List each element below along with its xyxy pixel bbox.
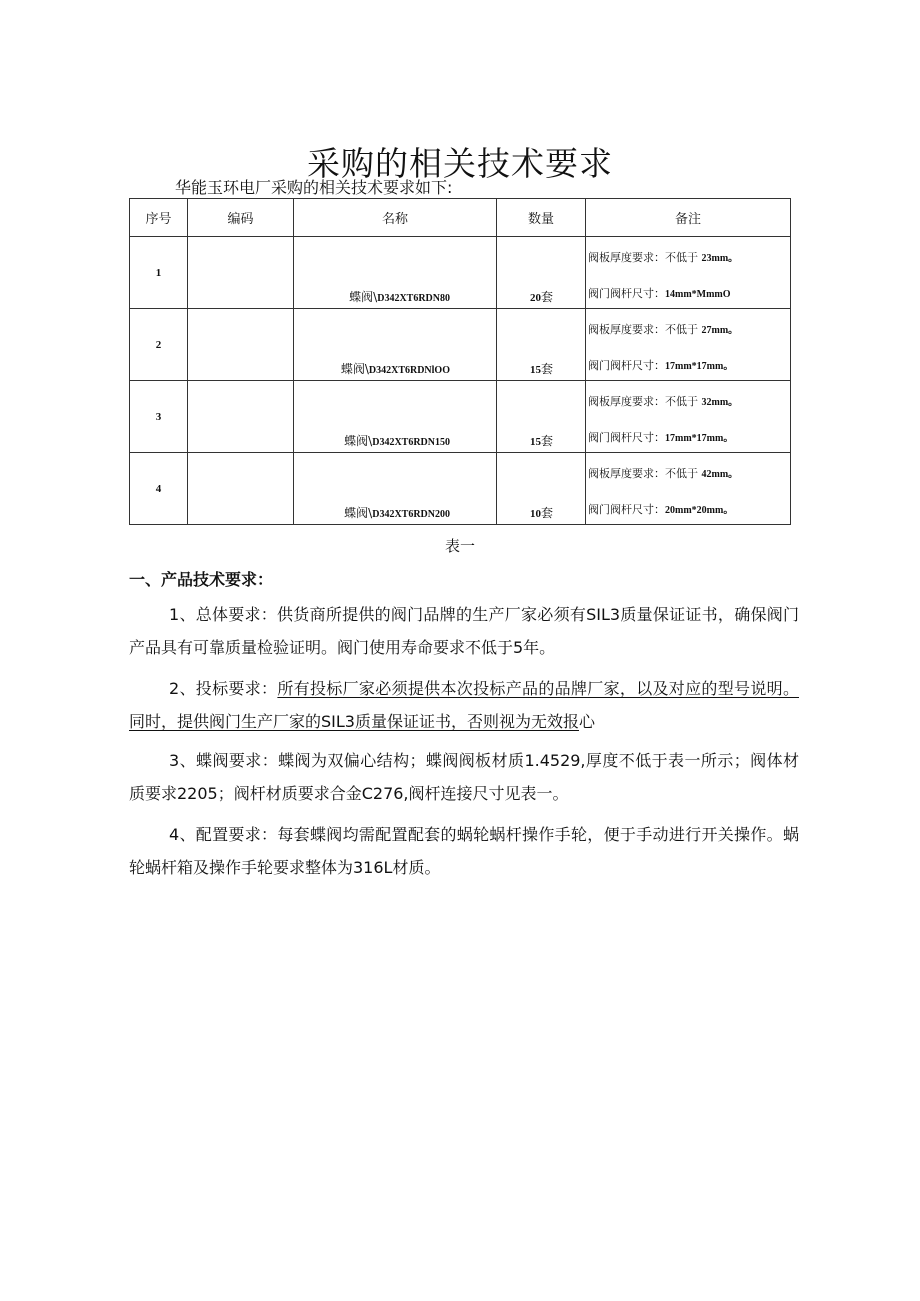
header-no: 序号 bbox=[130, 199, 188, 237]
table-row bbox=[130, 381, 791, 453]
name-model: D342XT6RDN200 bbox=[372, 509, 450, 520]
table-row bbox=[130, 453, 791, 525]
note-stem-value: 14mm*MmmO bbox=[665, 289, 731, 300]
row-no: 4 bbox=[130, 453, 188, 525]
note-stem-value: 17mm*17mm。 bbox=[665, 361, 734, 372]
note-stem-label: 阀门阀杆尺寸： bbox=[588, 287, 665, 300]
note-thickness-value: 42mm。 bbox=[701, 469, 739, 480]
note-thickness-label: 阀板厚度要求：不低于 bbox=[588, 395, 698, 408]
row-no: 2 bbox=[130, 309, 188, 381]
note-stem-value: 17mm*17mm。 bbox=[665, 433, 734, 444]
requirements-table bbox=[129, 198, 791, 525]
row-no: 1 bbox=[130, 237, 188, 309]
paragraph-configuration-requirements: 4、配置要求：每套蝶阀均需配置配套的蜗轮蜗杆操作手轮，便于手动进行开关操作。蜗轮蜗杆箱及操作手轮要求整体为316L材质。 bbox=[129, 825, 799, 877]
qty-number: 10 bbox=[529, 508, 541, 520]
note-thickness-label: 阀板厚度要求：不低于 bbox=[588, 251, 698, 264]
note-thickness-label: 阀板厚度要求：不低于 bbox=[588, 467, 698, 480]
paragraph-bidding-requirements bbox=[129, 672, 799, 738]
row-qty bbox=[497, 309, 586, 381]
row-name bbox=[294, 309, 497, 381]
note-stem-label: 阀门阀杆尺寸： bbox=[588, 503, 665, 516]
note-stem-label: 阀门阀杆尺寸： bbox=[588, 431, 665, 444]
name-cn: 蝶阀\ bbox=[344, 506, 373, 520]
row-note bbox=[586, 309, 791, 381]
row-code bbox=[188, 453, 294, 525]
row-no: 3 bbox=[130, 381, 188, 453]
paragraph-valve-requirements: 3、蝶阀要求：蝶阀为双偏心结构；蝶阀阀板材质1.4529,厚度不低于表一所示；阀体材质要求2205；阀杆材质要求合金C276,阀杆连接尺寸见表一。 bbox=[129, 751, 799, 803]
name-cn: 蝶阀\ bbox=[344, 434, 373, 448]
table-row bbox=[130, 309, 791, 381]
row-name bbox=[294, 453, 497, 525]
row-note bbox=[586, 453, 791, 525]
row-name bbox=[294, 237, 497, 309]
note-stem-label: 阀门阀杆尺寸： bbox=[588, 359, 665, 372]
row-qty bbox=[497, 237, 586, 309]
name-model: D342XT6RDN80 bbox=[377, 293, 450, 304]
qty-number: 15 bbox=[529, 436, 541, 448]
row-code bbox=[188, 237, 294, 309]
header-note: 备注 bbox=[586, 199, 791, 237]
note-thickness-value: 27mm。 bbox=[701, 325, 739, 336]
table-row bbox=[130, 237, 791, 309]
row-name bbox=[294, 381, 497, 453]
header-qty: 数量 bbox=[497, 199, 586, 237]
header-name: 名称 bbox=[294, 199, 497, 237]
row-code bbox=[188, 309, 294, 381]
bidding-underlined-text: 所有投标厂家必须提供本次投标产品的品牌厂家，以及对应的型号说明。同时，提供阀门生产厂家的SIL3质量保证证书，否则视为无效报 bbox=[129, 679, 799, 731]
name-model: D342XT6RDN150 bbox=[372, 437, 450, 448]
page-title: 采购的相关技术要求 bbox=[307, 144, 613, 184]
row-note bbox=[586, 237, 791, 309]
note-thickness-value: 32mm。 bbox=[701, 397, 739, 408]
paragraph-general-requirements: 1、总体要求：供货商所提供的阀门品牌的生产厂家必须有SIL3质量保证证书，确保阀门产品具有可靠质量检验证明。阀门使用寿命要求不低于5年。 bbox=[129, 605, 799, 657]
qty-unit: 套 bbox=[540, 362, 553, 376]
intro-text: 华能玉环电厂采购的相关技术要求如下: bbox=[175, 178, 453, 197]
row-qty bbox=[497, 381, 586, 453]
name-cn: 蝶阀\ bbox=[340, 362, 369, 376]
qty-unit: 套 bbox=[540, 434, 553, 448]
qty-number: 15 bbox=[529, 364, 541, 376]
note-thickness-label: 阀板厚度要求：不低于 bbox=[588, 323, 698, 336]
table-caption: 表一 bbox=[444, 537, 475, 555]
note-thickness-value: 23mm。 bbox=[701, 253, 739, 264]
table-header-row bbox=[130, 199, 791, 237]
section-heading: 一、产品技术要求： bbox=[129, 570, 274, 589]
row-code bbox=[188, 381, 294, 453]
qty-unit: 套 bbox=[540, 506, 553, 520]
qty-unit: 套 bbox=[540, 290, 553, 304]
bidding-lead: 2、投标要求： bbox=[169, 679, 278, 698]
note-stem-value: 20mm*20mm。 bbox=[665, 505, 734, 516]
row-note bbox=[586, 381, 791, 453]
qty-number: 20 bbox=[529, 292, 541, 304]
header-code: 编码 bbox=[188, 199, 294, 237]
name-cn: 蝶阀\ bbox=[349, 290, 378, 304]
row-qty bbox=[497, 453, 586, 525]
name-model: D342XT6RDNlOO bbox=[368, 365, 450, 376]
bidding-tail: 心 bbox=[578, 712, 595, 731]
